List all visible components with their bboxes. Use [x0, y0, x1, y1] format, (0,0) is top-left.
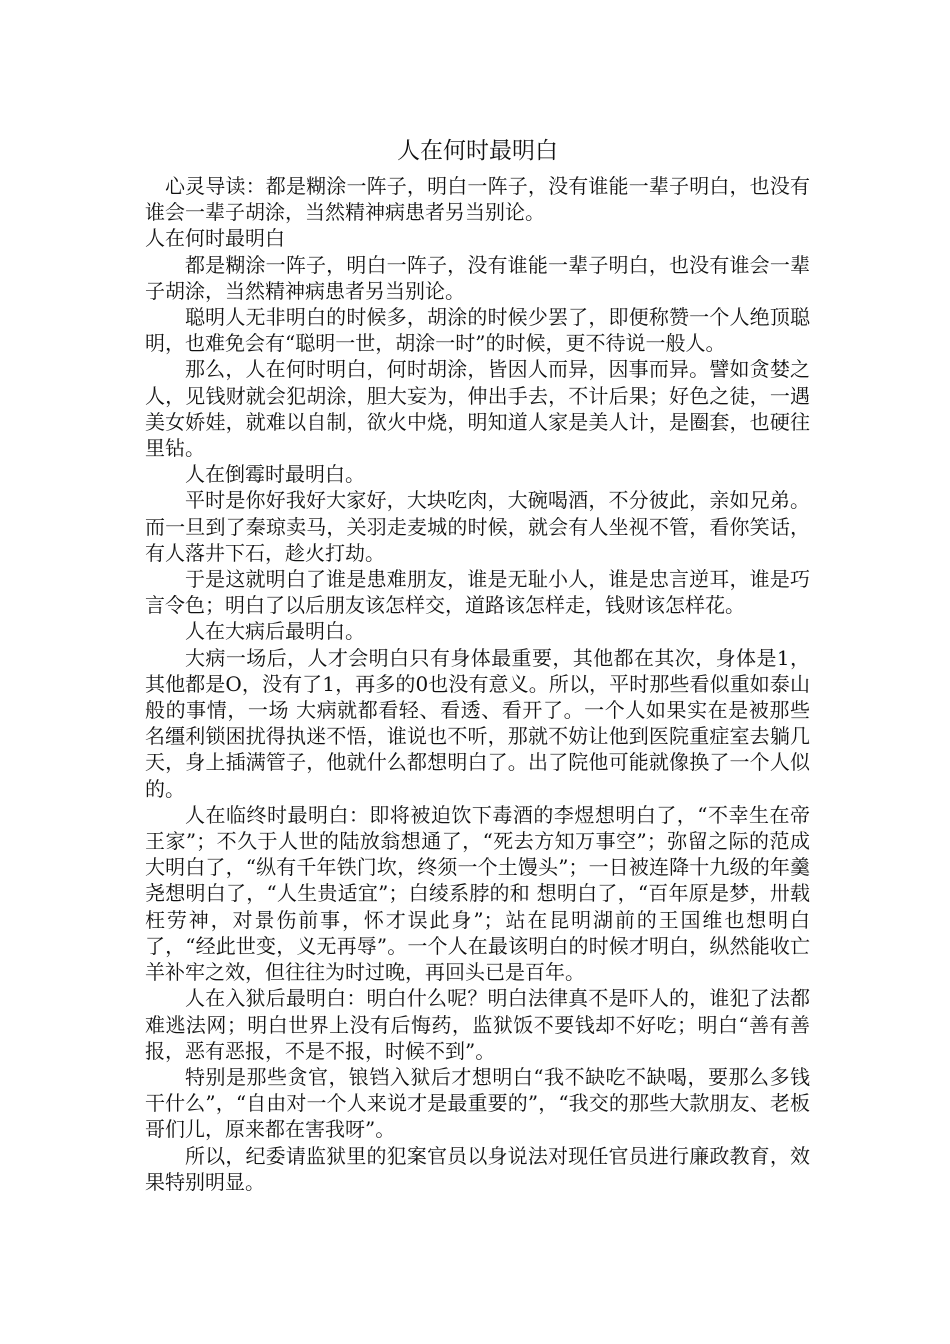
document-body: [145, 138, 810, 1195]
paragraph: 人在大病后最明白。: [185, 619, 365, 644]
paragraph: 那么，人在何时明白，何时胡涂，皆因人而异，因事而异。譬如贪婪之人，见钱财就会犯胡涂，胆大妄为，伸出手去，不计后果；好色之徒，一遇美女娇娃，就难以自制，欲火中烧，明知道人家是美人计，是圈套，也硬往里钻。: [145, 357, 810, 461]
paragraph: 所以，纪委请监狱里的犯案官员以身说法对现任官员进行廉政教育，效果特别明显。: [145, 1143, 810, 1194]
paragraph: 人在入狱后最明白：明白什么呢？明白法律真不是吓人的，谁犯了法都难逃法网；明白世界上没有后悔药，监狱饭不要钱却不好吃；明白“善有善报，恶有恶报，不是不报，时候不到”。: [145, 986, 810, 1063]
paragraph: 人在倒霉时最明白。: [185, 462, 365, 487]
paragraph: 心灵导读：都是糊涂一阵子，明白一阵子，没有谁能一辈子明白，也没有谁会一辈子胡涂，当然精神病患者另当别论。: [145, 174, 810, 225]
paragraph: 平时是你好我好大家好，大块吃肉，大碗喝酒，不分彼此，亲如兄弟。而一旦到了秦琼卖马，关羽走麦城的时候，就会有人坐视不管，看你笑话，有人落井下石，趁火打劫。: [145, 488, 810, 565]
paragraph: 都是糊涂一阵子，明白一阵子，没有谁能一辈子明白，也没有谁会一辈子胡涂，当然精神病患者另当别论。: [145, 252, 810, 303]
paragraph-list: [145, 173, 810, 1195]
paragraph: 人在临终时最明白：即将被迫饮下毒酒的李煜想明白了，“不幸生在帝王家”；不久于人世的陆放翁想通了，“死去方知万事空”；弥留之际的范成大明白了，“纵有千年铁门坎，终须一个土馒头”；一日被连降十九级的年羹尧想明白了，“人生贵适宜”；白绫系脖的和 想明白了，“百年原是梦，卅载枉劳神，对景伤前事，怀才误此身”；站在昆明湖前的王国维也想明白了，“经此世变，义无再辱”。一个人在最该明白的时候才明白，纵然能收亡羊补牢之效，但往往为时过晚，再回头已是百年。: [145, 802, 810, 985]
paragraph: 于是这就明白了谁是患难朋友，谁是无耻小人，谁是忠言逆耳，谁是巧言令色；明白了以后朋友该怎样交，道路该怎样走，钱财该怎样花。: [145, 567, 810, 618]
paragraph: 聪明人无非明白的时候多，胡涂的时候少罢了，即便称赞一个人绝顶聪明，也难免会有“聪明一世，胡涂一时”的时候，更不待说一般人。: [145, 305, 810, 356]
paragraph: 人在何时最明白: [145, 226, 285, 251]
paragraph: 特别是那些贪官，锒铛入狱后才想明白“我不缺吃不缺喝，要那么多钱干什么”，“自由对一个人来说才是最重要的”，“我交的那些大款朋友、老板哥们儿，原来都在害我呀”。: [145, 1064, 810, 1142]
document-title: 人在何时最明白: [397, 138, 558, 164]
paragraph: 大病一场后，人才会明白只有身体最重要，其他都在其次，身体是1，其他都是O，没有了1，再多的0也没有意义。所以，平时那些看似重如泰山般的事情，一场 大病就都看轻、看透、看开了。一个人如果实在是被那些名缰利锁困扰得执迷不悟，谁说也不听，那就不妨让他到医院重症室去躺几天，身上插满管子，他就什么都想明白了。出了院他可能就像换了一个人似的。: [145, 645, 810, 801]
